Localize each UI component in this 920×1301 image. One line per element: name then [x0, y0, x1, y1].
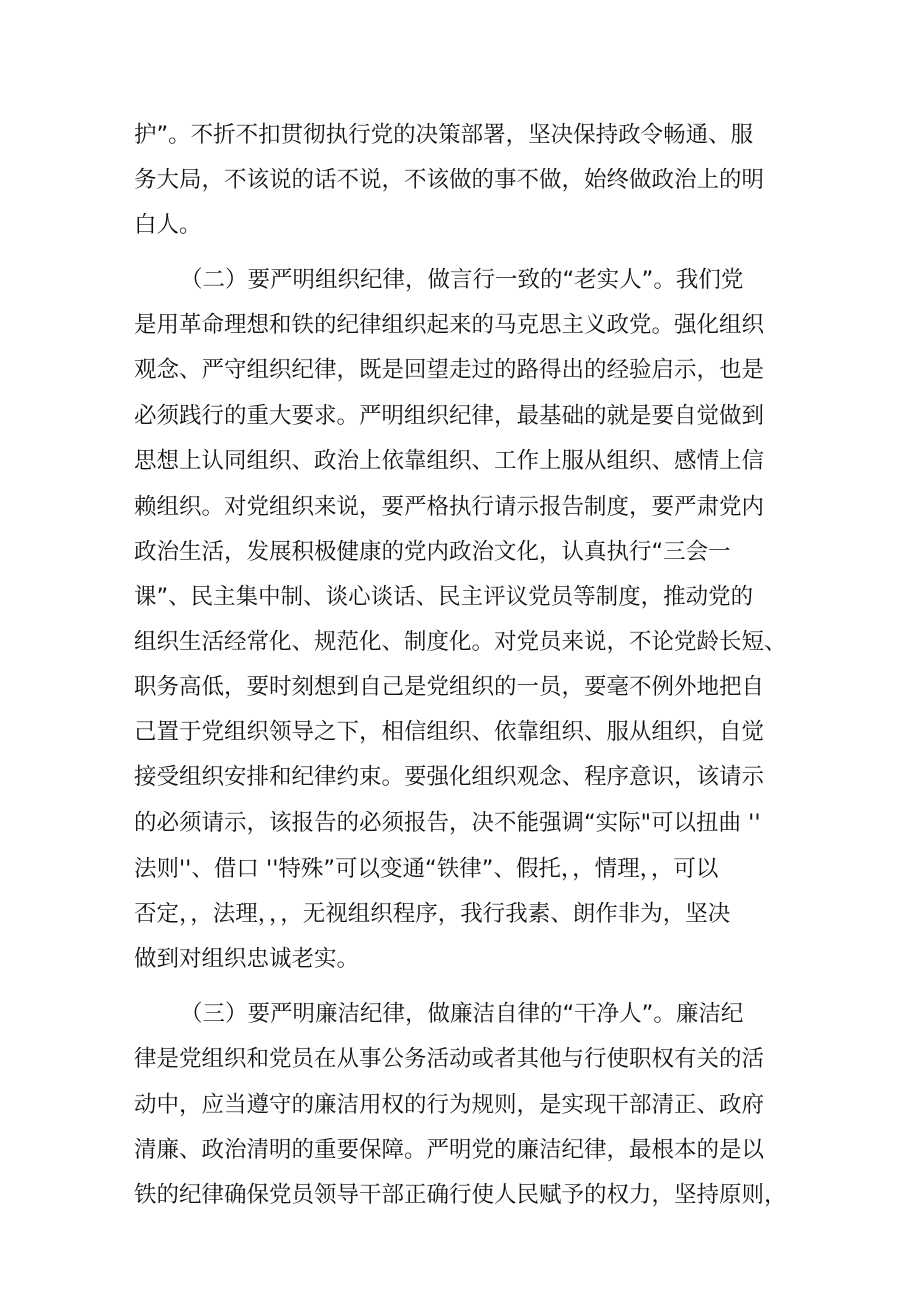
paragraph-line: 动中，应当遵守的廉洁用权的行为规则，是实现干部清正、政府 — [134, 1092, 765, 1118]
paragraph-line: 做到对组织忠诚老实。 — [134, 946, 360, 972]
paragraph-line: 必须践行的重大要求。严明组织纪律，最基础的就是要自觉做到 — [134, 403, 765, 429]
paragraph-line: 接受组织安排和纪律约束。要强化组织观念、程序意识，该请示 — [134, 764, 765, 790]
paragraph-line: 否定，，法理，，，无视组织程序，我行我素、朗作非为，坚决 — [134, 901, 731, 927]
paragraph-line: 职务高低，要时刻想到自己是党组织的一员，要毫不例外地把自 — [134, 674, 765, 700]
paragraph-line: 己置于党组织领导之下，相信组织、依靠组织、服从组织，自觉 — [134, 719, 765, 745]
paragraph-line: 铁的纪律确保党员领导干部正确行使人民赋予的权力，坚持原则， — [134, 1182, 787, 1208]
paragraph-line: 律是党组织和党员在从事公务活动或者其他与行使职权有关的活 — [134, 1046, 765, 1072]
paragraph-line: 的必须请示，该报告的必须报告，决不能强调“实际"可以扭曲 '' — [134, 810, 761, 836]
paragraph-line: 是用革命理想和铁的纪律组织起来的马克思主义政党。强化组织 — [134, 312, 765, 338]
paragraph-line: 组织生活经常化、规范化、制度化。对党员来说，不论党龄长短、 — [134, 629, 787, 655]
section-heading-line: （三）要严明廉洁纪律，做廉洁自律的“干净人”。廉洁纪 — [180, 1001, 744, 1027]
paragraph-line: 政治生活，发展积极健康的党内政治文化，认真执行“三会一 — [134, 539, 731, 565]
paragraph-line: 清廉、政治清明的重要保障。严明党的廉洁纪律，最根本的是以 — [134, 1137, 765, 1163]
paragraph-line: 白人。 — [134, 212, 202, 238]
paragraph-line: 护”。不折不扣贯彻执行党的决策部署，坚决保持政令畅通、服 — [134, 122, 754, 148]
section-heading-line: （二）要严明组织纪律，做言行一致的“老实人”。我们党 — [180, 267, 744, 293]
paragraph-line: 务大局，不该说的话不说，不该做的事不做，始终做政治上的明 — [134, 167, 765, 193]
paragraph-line: 赖组织。对党组织来说，要严格执行请示报告制度，要严肃党内 — [134, 494, 765, 520]
paragraph-line: 法则''、借口 ''特殊”可以变通“铁律”、假托，，情理，，可以 — [134, 856, 719, 882]
paragraph-line: 思想上认同组织、政治上依靠组织、工作上服从组织、感情上信 — [134, 448, 765, 474]
paragraph-line: 课”、民主集中制、谈心谈话、民主评议党员等制度，推动党的 — [134, 584, 754, 610]
paragraph-line: 观念、严守组织纪律，既是回望走过的路得出的经验启示，也是 — [134, 357, 765, 383]
